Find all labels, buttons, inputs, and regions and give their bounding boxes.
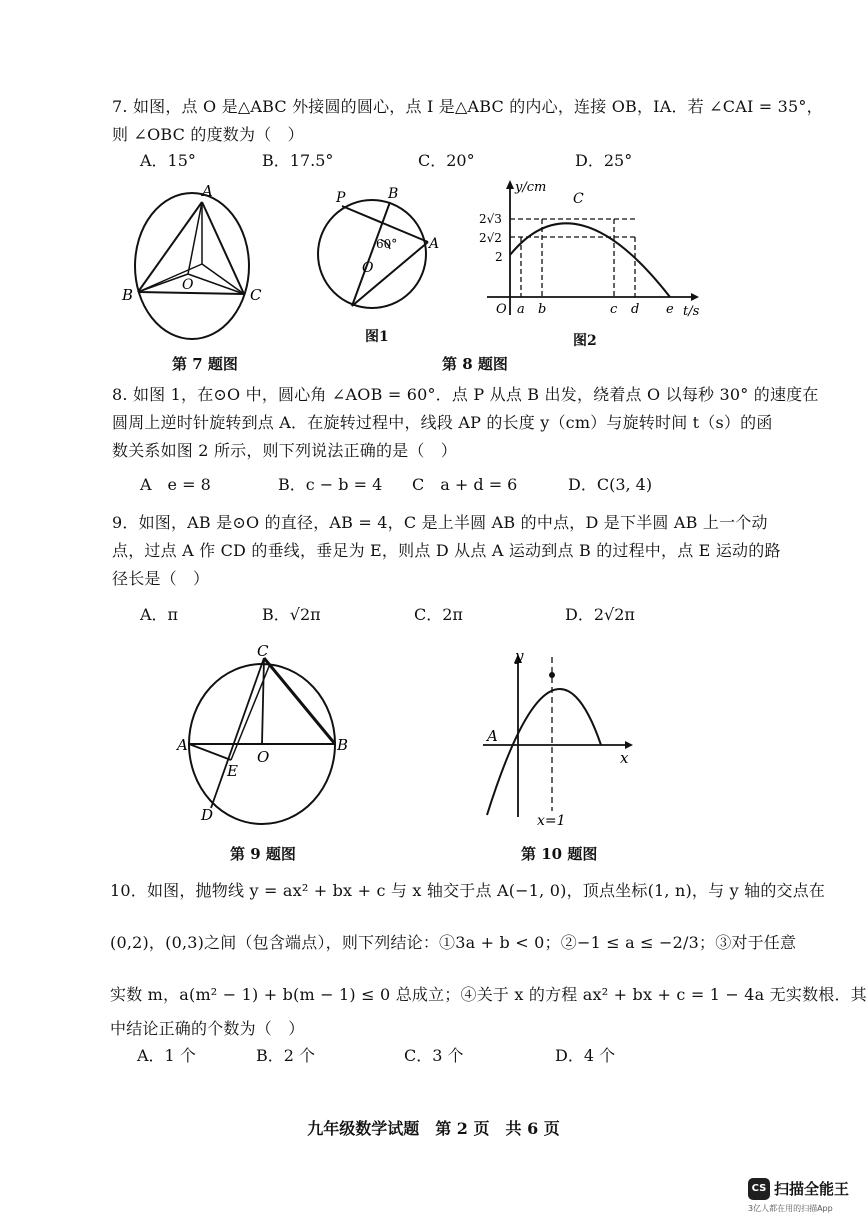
q9-label-e: E [227, 762, 238, 780]
q7-option-d: D．25° [575, 151, 633, 170]
q8-fig2-ttick-e: e [666, 302, 674, 317]
q8-option-b: B．c − b = 4 [278, 475, 383, 494]
q10-figure-caption: 第 10 题图 [521, 845, 598, 863]
q8-fig1-angle: 60° [376, 237, 398, 251]
q8-figure-caption: 第 8 题图 [442, 355, 508, 373]
q8-fig2-t-axis-label: t/s [683, 304, 700, 319]
q7-label-c: C [250, 286, 262, 304]
page-footer: 九年级数学试题 第 2 页 共 6 页 [307, 1119, 560, 1138]
q10-option-c: C．3 个 [404, 1046, 464, 1065]
q8-option-a: A e = 8 [140, 475, 211, 494]
q8-fig1-label-p: P [336, 190, 346, 206]
q8-fig2-origin: O [496, 302, 507, 317]
q10-label-y: y [515, 647, 524, 665]
q7-label-b: B [122, 286, 134, 304]
q7-label-a: A [202, 182, 213, 200]
q7-label-o: O [182, 277, 194, 293]
q7-option-a: A．15° [140, 151, 196, 170]
q8-option-d: D．C(3, 4) [568, 475, 653, 494]
q8-fig2-ttick-c: c [610, 302, 618, 317]
q8-fig2-ttick-a: a [517, 302, 525, 317]
q10-stem-line3: 实数 m，a(m² − 1) + b(m − 1) ≤ 0 总成立；④关于 x 的方程 ax² + bx + c = 1 − 4a 无实数根．其 [110, 985, 867, 1004]
q7-option-b: B．17.5° [262, 151, 334, 170]
q9-figure-caption: 第 9 题图 [230, 845, 296, 863]
q8-fig2-label-c: C [573, 191, 584, 207]
q10-option-d: D．4 个 [555, 1046, 616, 1065]
q8-fig2-ttick-d: d [631, 302, 640, 317]
scanner-watermark [748, 1176, 863, 1220]
q10-option-b: B．2 个 [256, 1046, 316, 1065]
q8-fig2-ttick-b: b [538, 302, 547, 317]
q10-label-a: A [487, 727, 498, 745]
q7-stem-line2: 则 ∠OBC 的度数为（ ） [112, 125, 304, 144]
q9-label-b: B [337, 736, 349, 754]
q10-stem-line2: (0,2)，(0,3)之间（包含端点），则下列结论：①3a + b < 0；②−1 ≤ a ≤ −2/3；③对于任意 [110, 933, 797, 952]
q10-stem-line1: 10．如图，抛物线 y = ax² + bx + c 与 x 轴交于点 A(−1, 0)，顶点坐标(1, n)，与 y 轴的交点在 [110, 881, 826, 900]
scanner-logo-icon: CS [748, 1178, 770, 1200]
q9-option-b: B．√2π [262, 605, 321, 624]
q8-fig1-label-a: A [429, 236, 440, 252]
q9-stem-line2: 点，过点 A 作 CD 的垂线，垂足为 E，则点 D 从点 A 运动到点 B 的过程中，点 E 运动的路 [112, 541, 781, 560]
q8-fig1-caption: 图1 [365, 329, 389, 345]
q7-figure [118, 180, 268, 350]
q8-stem-line3: 数关系如图 2 所示，则下列说法正确的是（ ） [112, 441, 457, 460]
q8-option-c: C a + d = 6 [412, 475, 518, 494]
q9-label-c: C [257, 642, 269, 660]
q10-label-axis: x=1 [537, 813, 566, 829]
q9-label-a: A [177, 736, 188, 754]
q9-stem-line1: 9．如图，AB 是⊙O 的直径，AB = 4，C 是上半圆 AB 的中点，D 是下半圆 AB 上一个动 [112, 513, 768, 532]
q8-fig1-label-b: B [388, 186, 399, 202]
q8-fig2-ytick-2sqrt2: 2√2 [479, 231, 502, 245]
q8-fig2-caption: 图2 [573, 333, 597, 349]
q9-label-o: O [257, 748, 270, 766]
q8-stem-line1: 8. 如图 1，在⊙O 中，圆心角 ∠AOB = 60°．点 P 从点 B 出发，绕着点 O 以每秒 30° 的速度在 [112, 385, 819, 404]
q9-label-d: D [201, 806, 214, 824]
q10-figure [475, 645, 645, 835]
q8-fig2-ytick-2: 2 [495, 250, 503, 264]
q9-figure [175, 640, 360, 825]
q10-label-x: x [620, 749, 629, 767]
q10-option-a: A．1 个 [137, 1046, 196, 1065]
q9-stem-line3: 径长是（ ） [112, 569, 210, 588]
q7-figure-caption: 第 7 题图 [172, 355, 238, 373]
q8-fig2-ytick-2sqrt3: 2√3 [479, 212, 502, 226]
q9-option-d: D．2√2π [565, 605, 635, 624]
q10-stem-line4: 中结论正确的个数为（ ） [110, 1019, 305, 1038]
scanner-tagline: 3亿人都在用的扫描App [748, 1204, 833, 1213]
q9-option-a: A．π [140, 605, 179, 624]
scanner-name: 扫描全能王 [774, 1180, 850, 1198]
q8-fig2-y-axis-label: y/cm [515, 180, 547, 195]
q8-fig1-label-o: O [362, 260, 374, 276]
q7-stem-line1: 7. 如图，点 O 是△ABC 外接圆的圆心，点 I 是△ABC 的内心，连接 OB，IA．若 ∠CAI = 35°， [112, 97, 823, 116]
q7-option-c: C．20° [418, 151, 475, 170]
q8-figure2 [475, 175, 705, 325]
q8-stem-line2: 圆周上逆时针旋转到点 A．在旋转过程中，线段 AP 的长度 y（cm）与旋转时间 t（s）的函 [112, 413, 773, 432]
q9-option-c: C．2π [414, 605, 463, 624]
